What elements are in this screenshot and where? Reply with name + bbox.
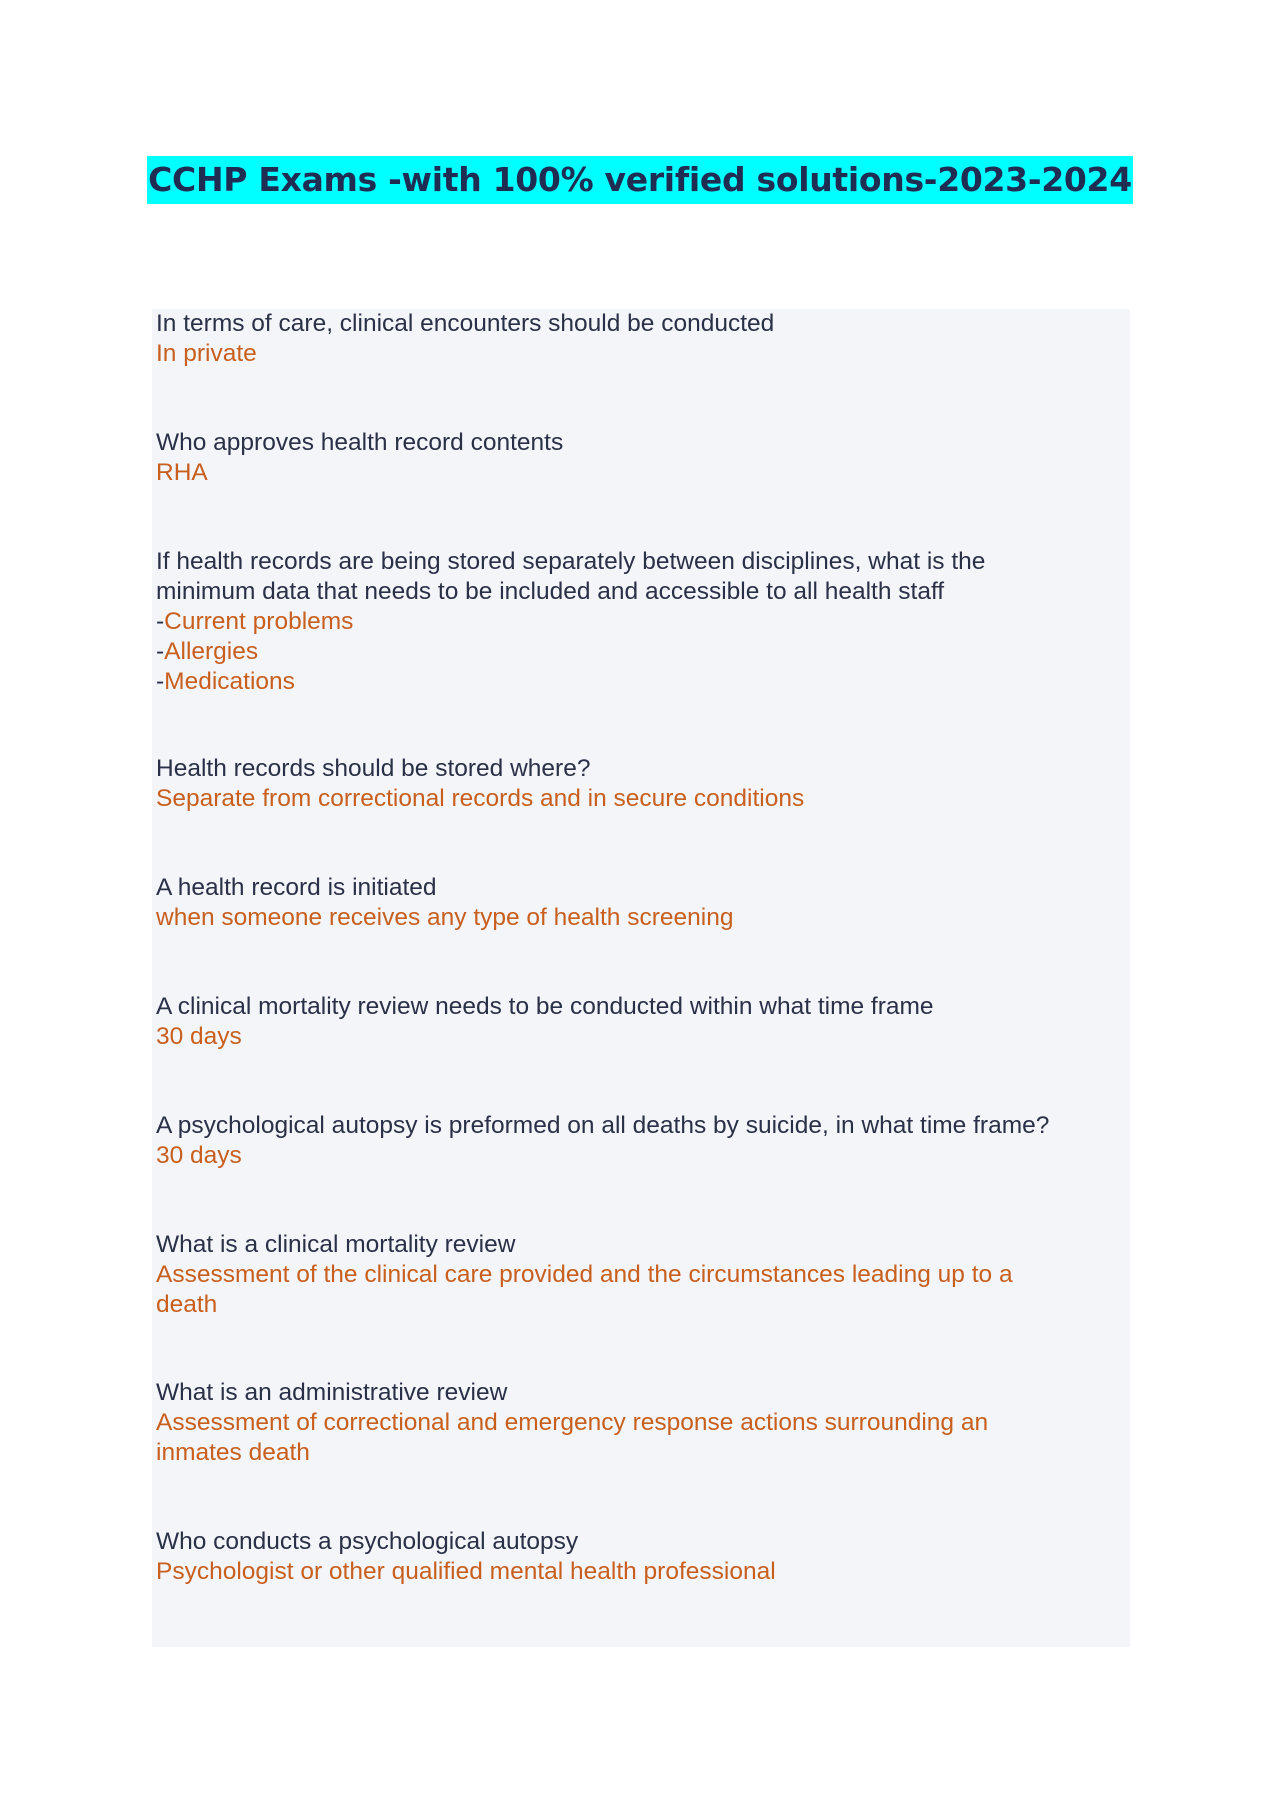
question: A health record is initiated bbox=[156, 874, 437, 901]
qa-item bbox=[156, 873, 1126, 933]
answer: 30 days bbox=[156, 1142, 242, 1169]
question-line: If health records are being stored separately between disciplines, what is the bbox=[156, 548, 986, 575]
answer: when someone receives any type of health screening bbox=[156, 904, 734, 931]
question: What is a clinical mortality review bbox=[156, 1231, 516, 1258]
answer: RHA bbox=[156, 459, 208, 486]
qa-item bbox=[156, 1527, 1126, 1587]
qa-item bbox=[156, 1378, 1126, 1468]
question: Health records should be stored where? bbox=[156, 755, 591, 782]
question: In terms of care, clinical encounters should be conducted bbox=[156, 310, 775, 337]
answer-text: Allergies bbox=[164, 638, 259, 665]
qa-panel bbox=[152, 309, 1130, 1647]
answer-text: Current problems bbox=[164, 608, 354, 635]
qa-item bbox=[156, 754, 1126, 814]
bullet-dash: - bbox=[156, 638, 165, 665]
answer-line: death bbox=[156, 1291, 218, 1318]
answer-line: Assessment of correctional and emergency response actions surrounding an bbox=[156, 1409, 989, 1436]
answer: In private bbox=[156, 340, 257, 367]
qa-item bbox=[156, 1111, 1126, 1171]
answer: Separate from correctional records and in secure conditions bbox=[156, 785, 805, 812]
question: A psychological autopsy is preformed on all deaths by suicide, in what time frame? bbox=[156, 1112, 1050, 1139]
answer-line: Assessment of the clinical care provided and the circumstances leading up to a bbox=[156, 1261, 1013, 1288]
answer-text: Medications bbox=[164, 668, 295, 695]
answer: 30 days bbox=[156, 1023, 242, 1050]
qa-item bbox=[156, 428, 1126, 488]
question: Who approves health record contents bbox=[156, 429, 564, 456]
answer-list-item bbox=[156, 637, 1126, 667]
title-container bbox=[0, 156, 1280, 204]
answer: Psychologist or other qualified mental health professional bbox=[156, 1558, 776, 1585]
question: A clinical mortality review needs to be conducted within what time frame bbox=[156, 993, 934, 1020]
qa-item bbox=[156, 309, 1126, 369]
answer-list-item bbox=[156, 667, 1126, 697]
question-line: minimum data that needs to be included and accessible to all health staff bbox=[156, 578, 945, 605]
bullet-dash: - bbox=[156, 668, 165, 695]
qa-item bbox=[156, 547, 1126, 697]
document-title: CCHP Exams -with 100% verified solutions-2023-2024 bbox=[147, 156, 1133, 204]
qa-item bbox=[156, 1230, 1126, 1320]
question: Who conducts a psychological autopsy bbox=[156, 1528, 579, 1555]
qa-item bbox=[156, 992, 1126, 1052]
bullet-dash: - bbox=[156, 608, 165, 635]
answer-line: inmates death bbox=[156, 1439, 310, 1466]
question: What is an administrative review bbox=[156, 1379, 508, 1406]
answer-list-item bbox=[156, 607, 1126, 637]
